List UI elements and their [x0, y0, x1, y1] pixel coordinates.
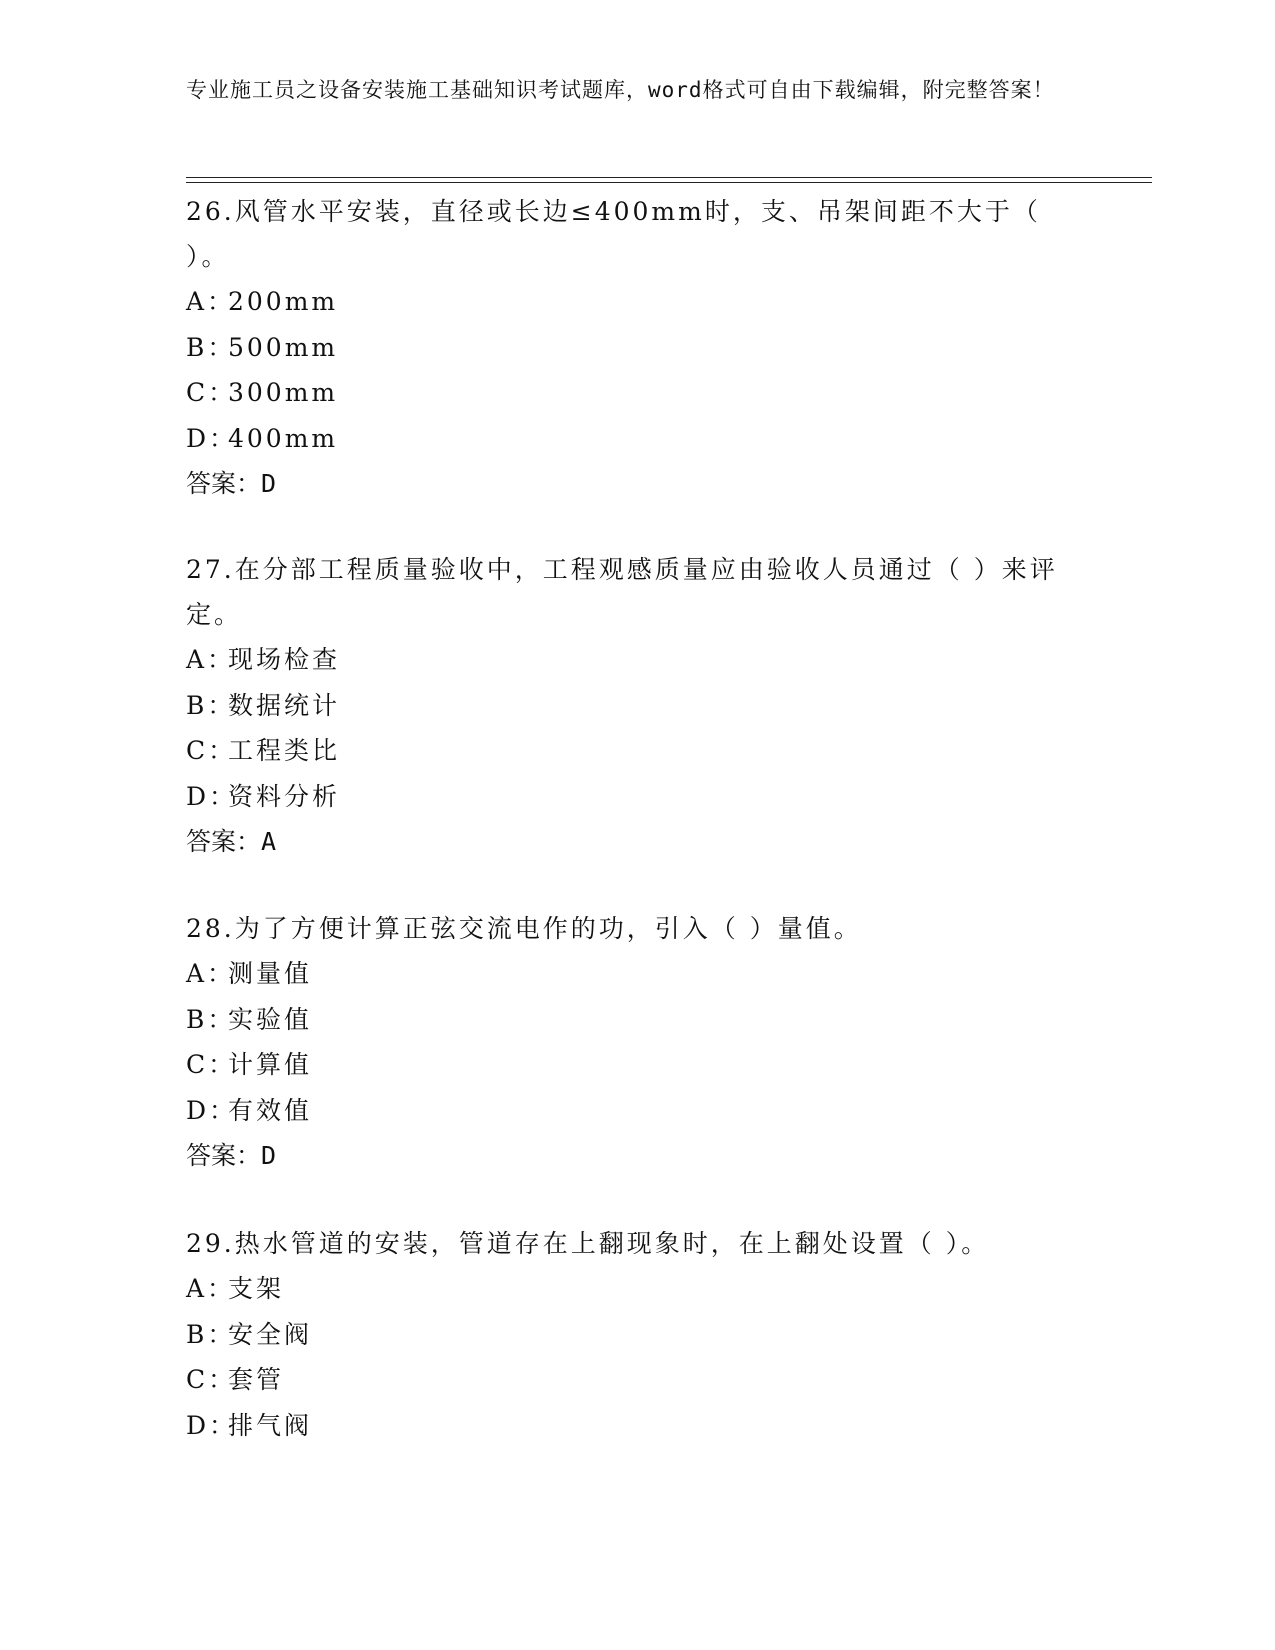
option-text: 500mm — [228, 332, 339, 362]
option-label: C： — [186, 378, 237, 407]
option-d — [186, 774, 1086, 820]
option-b — [186, 997, 1086, 1043]
option-label: A： — [186, 1274, 236, 1303]
option-a — [186, 951, 1086, 997]
header-divider-bottom — [186, 182, 1152, 183]
option-c — [186, 1042, 1086, 1088]
question-27 — [186, 547, 1086, 864]
option-text: 计算值 — [228, 1050, 313, 1079]
question-stem: 27.在分部工程质量验收中，工程观感质量应由验收人员通过（ ）来评定。 — [186, 555, 1058, 629]
option-text: 实验值 — [228, 1004, 313, 1034]
option-text: 排气阀 — [228, 1410, 313, 1440]
option-a — [186, 637, 1086, 683]
header-divider-top — [186, 177, 1152, 178]
option-label: B： — [186, 1004, 236, 1034]
question-stem: 26.风管水平安装，直径或长边≤400mm时，支、吊架间距不大于（ ）。 — [186, 197, 1041, 271]
option-label: A： — [186, 287, 236, 316]
option-d — [186, 416, 1086, 462]
option-d — [186, 1403, 1086, 1449]
option-label: B： — [186, 690, 236, 720]
option-a — [186, 279, 1086, 325]
option-text: 支架 — [228, 1274, 285, 1303]
option-label: D： — [186, 1410, 238, 1440]
option-d — [186, 1088, 1086, 1134]
option-b — [186, 683, 1086, 729]
answer-text: 答案：A — [186, 827, 277, 856]
question-26 — [186, 189, 1086, 506]
option-text: 工程类比 — [228, 736, 341, 765]
option-label: D： — [186, 423, 238, 453]
option-label: C： — [186, 736, 237, 765]
option-text: 套管 — [228, 1365, 285, 1394]
option-label: B： — [186, 1319, 236, 1349]
option-label: B： — [186, 332, 236, 362]
option-label: C： — [186, 1365, 237, 1394]
option-text: 资料分析 — [228, 781, 341, 811]
option-text: 现场检查 — [228, 645, 341, 674]
option-c — [186, 728, 1086, 774]
option-label: A： — [186, 959, 236, 988]
question-28 — [186, 906, 1086, 1178]
option-text: 400mm — [228, 423, 339, 453]
option-label: A： — [186, 645, 236, 674]
document-intro: 专业施工员之设备安装施工基础知识考试题库，word格式可自由下载编辑，附完整答案！ — [186, 78, 1055, 102]
option-label: C： — [186, 1050, 237, 1079]
option-text: 有效值 — [228, 1095, 313, 1125]
option-text: 数据统计 — [228, 690, 341, 720]
question-29 — [186, 1221, 1086, 1448]
question-stem: 28.为了方便计算正弦交流电作的功，引入（ ）量值。 — [186, 914, 862, 943]
option-text: 200mm — [228, 287, 339, 316]
answer-text: 答案：D — [186, 469, 277, 498]
option-b — [186, 325, 1086, 371]
option-c — [186, 1357, 1086, 1403]
option-b — [186, 1312, 1086, 1358]
question-stem: 29.热水管道的安装，管道存在上翻现象时，在上翻处设置（ ）。 — [186, 1229, 990, 1258]
option-text: 测量值 — [228, 959, 313, 988]
answer-text: 答案：D — [186, 1141, 277, 1170]
option-text: 安全阀 — [228, 1319, 313, 1349]
option-text: 300mm — [228, 378, 339, 407]
option-label: D： — [186, 781, 238, 811]
option-a — [186, 1266, 1086, 1312]
option-label: D： — [186, 1095, 238, 1125]
option-c — [186, 370, 1086, 416]
